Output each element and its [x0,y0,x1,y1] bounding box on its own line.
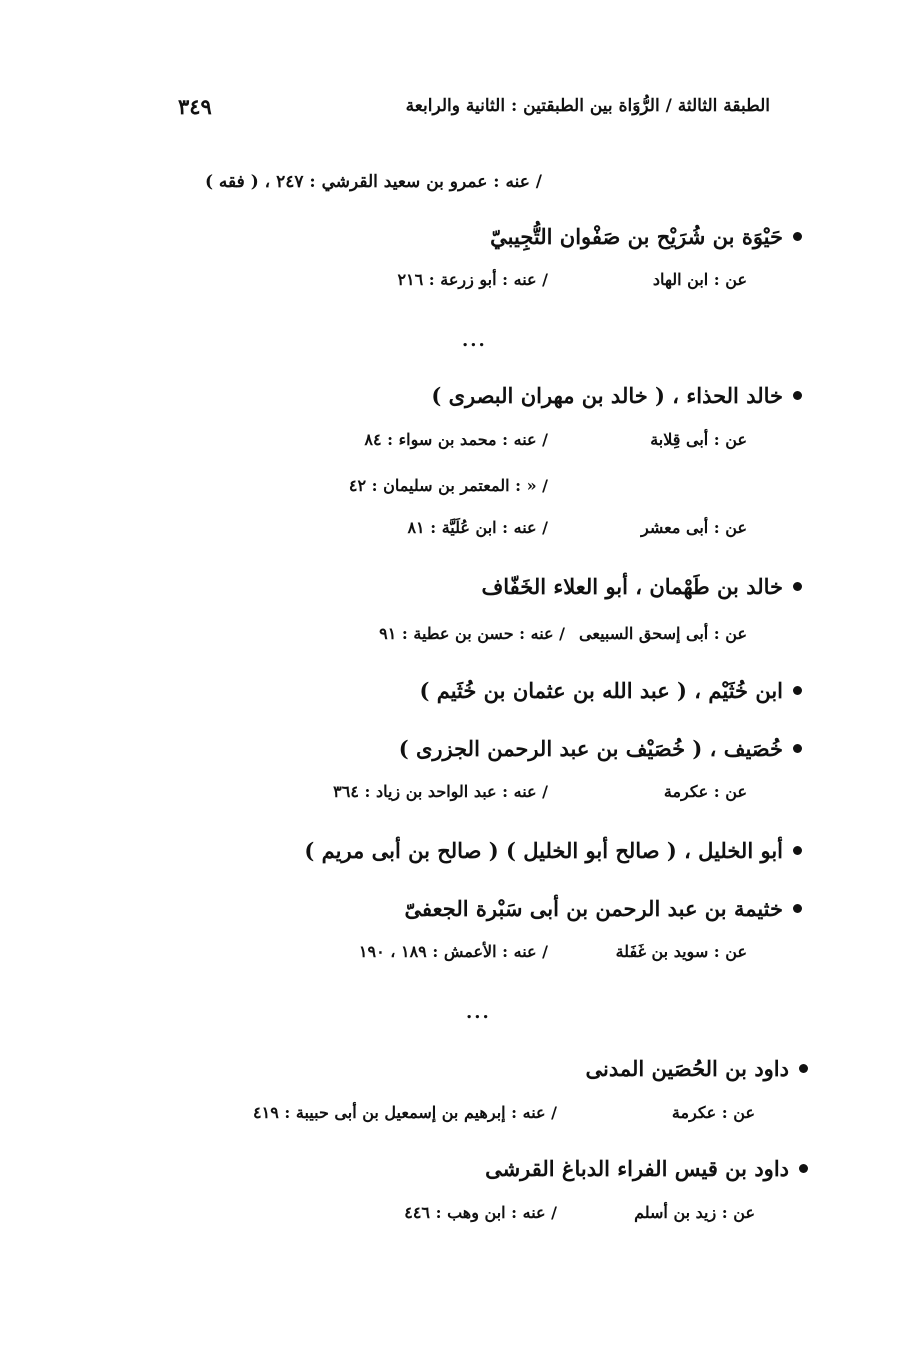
from-source: عن : أبى معشر [641,518,747,537]
entry-title [419,678,802,703]
entry-name: حَيْوَة بن شُرَيْح بن صَفْوان التُّجِيبيّ [490,224,783,249]
entry-title [585,1056,808,1081]
entry-title [490,224,802,249]
entry-name: أبو الخليل ، ( صالح أبو الخليل ) ( صالح بن أبى مريم ) [304,838,783,863]
bullet-icon [793,904,802,913]
to-narrator: / « : المعتمر بن سليمان : ٤٢ [348,476,548,495]
entry-title [485,1156,808,1181]
bullet-icon [799,1164,808,1173]
to-narrator: / عنه : إبرهيم بن إسمعيل بن أبى حبيبة : ٤١٩ [253,1103,557,1122]
entry-title [399,736,802,761]
to-narrator: / عنه : ابن وهب : ٤٤٦ [404,1203,557,1222]
entry-name: خالد بن طَهْمان ، أبو العلاء الخَفّاف [481,574,783,599]
from-source: عن : عكرمة [671,1103,755,1122]
running-header: الطبقة الثالثة / الرُّوَاة بين الطبقتين : الثانية والرابعة [405,96,770,116]
bullet-icon [793,391,802,400]
to-narrator: / عنه : عبد الواحد بن زياد : ٣٦٤ [333,782,548,801]
from-source: عن : عكرمة [663,782,747,801]
entry-name: خثيمة بن عبد الرحمن بن أبى سَبْرة الجعفىّ [404,896,783,921]
entry-title [405,896,802,921]
bullet-icon [793,744,802,753]
bullet-icon [799,1064,808,1073]
entry-name: خُصَيف ، ( خُصَيْف بن عبد الرحمن الجزرى ) [398,736,783,761]
bullet-icon [793,232,802,241]
entry-name: خالد الحذاء ، ( خالد بن مهران البصرى ) [431,383,783,408]
bullet-icon [793,686,802,695]
top-note: / عنه : عمرو بن سعيد القرشي : ٢٤٧ ، ( فقه ) [204,172,542,192]
to-narrator: / عنه : حسن بن عطية : ٩١ [379,624,565,643]
entry-name: ابن خُثَيْم ، ( عبد الله بن عثمان بن خُثَيم ) [419,678,783,703]
entry-name: داود بن قيس الفراء الدباغ القرشى [485,1156,789,1181]
entry-title [481,574,802,599]
to-narrator: / عنه : الأعمش : ١٨٩ ، ١٩٠ [358,942,548,961]
to-narrator: / عنه : محمد بن سواء : ٨٤ [364,430,548,449]
from-source: عن : ابن الهاد [652,270,747,289]
section-separator: ... [466,1002,491,1023]
page-number: ٣٤٩ [178,94,212,119]
bullet-icon [793,846,802,855]
entry-title [304,838,802,863]
from-source: عن : زيد بن أسلم [634,1203,755,1222]
from-source: عن : سويد بن غَفَلة [615,942,747,961]
from-source: عن : أبى إسحق السبيعى [579,624,747,643]
bullet-icon [793,582,802,591]
to-narrator: / عنه : أبو زرعة : ٢١٦ [397,270,548,289]
entry-name: داود بن الحُصَين المدنى [585,1056,789,1081]
from-source: عن : أبى قِلابة [650,430,747,449]
entry-title [431,383,802,408]
section-separator: ... [462,330,487,351]
to-narrator: / عنه : ابن عُلَيَّة : ٨١ [407,518,548,537]
